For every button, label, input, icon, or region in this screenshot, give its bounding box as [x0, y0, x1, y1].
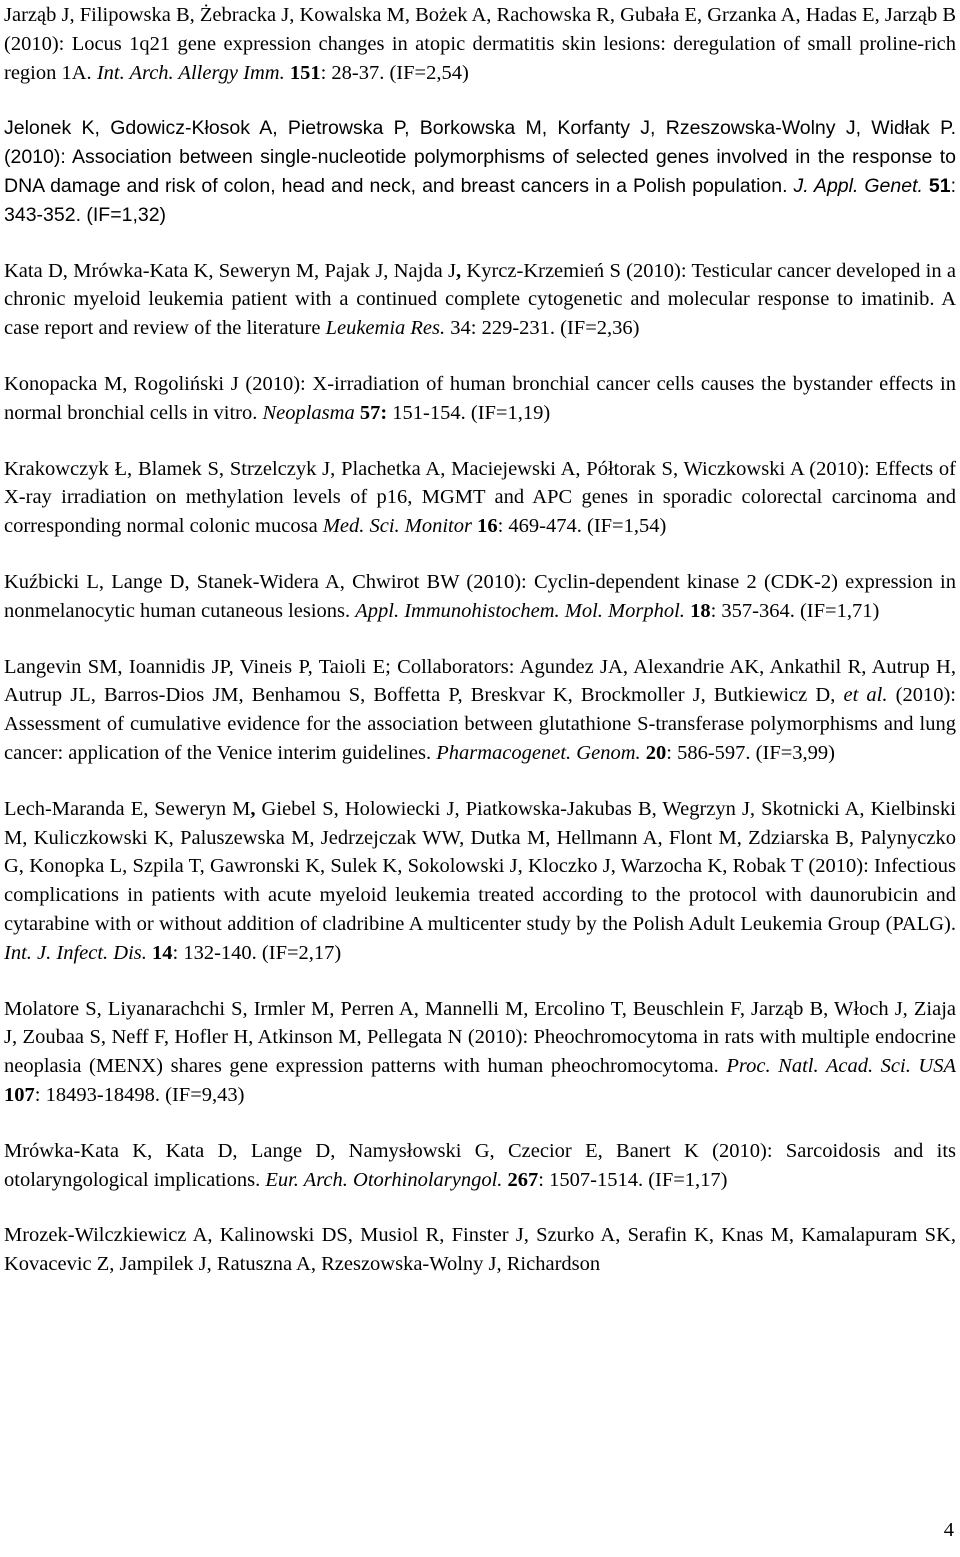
reference-authors-title: Kyrcz-Krzemień S (2010): Testicular cancer developed in a chronic myeloid leukemia patient with a continued complete cytogenetic and molecular response to imatinib. A case report and review of the literature [4, 259, 956, 340]
reference-list [4, 0, 956, 1306]
reference-kuzbicki [4, 568, 956, 626]
reference-authors: Konopacka M, Rogoliński J (2010): X-irradiation of human bronchial cancer cells causes the bystander effects in normal bronchial cells in vitro. [4, 372, 956, 424]
reference-journal: Int. J. Infect. Dis. [4, 941, 147, 964]
reference-krakowczyk [4, 455, 956, 541]
reference-authors: Molatore S, Liyanarachchi S, Irmler M, Perren A, Mannelli M, Ercolino T, Beuschlein F, Jarząb B, Włoch J, Ziaja J, Zoubaa S, Neff F, Hofler H, Atkinson M, Pellegata N (2010): Pheochromocytoma in rats with multiple endocrine neoplasia (MENX) shares gene expression patterns with human pheochromocytoma. [4, 997, 956, 1078]
reference-pages: 151-154. (IF=1,19) [387, 401, 551, 424]
reference-pages: : 132-140. (IF=2,17) [172, 941, 342, 964]
reference-volume: 18 [684, 599, 711, 622]
reference-volume: 20 [640, 741, 667, 764]
reference-etal: et al. [843, 684, 888, 707]
reference-authors-comma: , [250, 797, 256, 820]
reference-jarzab [4, 1, 956, 87]
reference-volume: 107 [4, 1083, 35, 1106]
reference-kata [4, 257, 956, 343]
reference-journal: Appl. Immunohistochem. Mol. Morphol. [355, 599, 685, 622]
reference-pages: : 357-364. (IF=1,71) [710, 599, 880, 622]
reference-jelonek [4, 114, 956, 229]
reference-title: (2010): Association between single-nucleotide polymorphisms of selected genes involved in the response to DNA damage and risk of colon, head and neck, and breast cancers in a Polish population. [4, 146, 956, 197]
reference-pages: : 1507-1514. (IF=1,17) [538, 1168, 728, 1191]
reference-authors: Mrozek-Wilczkiewicz A, Kalinowski DS, Musiol R, Finster J, Szurko A, Serafin K, Knas M, Kamalapuram SK, Kovacevic Z, Jampilek J, Ratuszna A, Rzeszowska-Wolny J, Richardson [4, 1224, 956, 1276]
reference-authors: Langevin SM, Ioannidis JP, Vineis P, Taioli E; Collaborators: Agundez JA, Alexandrie AK, Ankathil R, Autrup H, Autrup JL, Barros-Dios JM, Benhamou S, Boffetta P, Breskvar K, Brockmoller J, Butkiewicz D, [4, 655, 956, 707]
reference-pages: : 469-474. (IF=1,54) [497, 515, 667, 538]
reference-mrozek-wilczkiewicz [4, 1221, 956, 1279]
reference-pages: 34: 229-231. (IF=2,36) [445, 317, 640, 340]
reference-authors: Krakowczyk Ł, Blamek S, Strzelczyk J, Plachetka A, Maciejewski A, Półtorak S, Wiczkowski A (2010): Effects of X-ray irradiation on methylation levels of p16, MGMT and APC genes in sporadic colorectal carcinoma and corresponding normal colonic mucosa [4, 457, 956, 538]
reference-volume: 267 [502, 1168, 539, 1191]
reference-volume: 51 [922, 174, 951, 197]
reference-journal: Neoplasma [262, 401, 355, 424]
reference-konopacka [4, 370, 956, 428]
reference-authors: Kuźbicki L, Lange D, Stanek-Widera A, Chwirot BW (2010): Cyclin-dependent kinase 2 (CDK-2) expression in nonmelanocytic human cutaneous lesions. [4, 570, 956, 622]
reference-mrowka-kata [4, 1137, 956, 1195]
reference-volume: 151 [289, 61, 321, 84]
reference-authors: Kata D, Mrówka-Kata K, Seweryn M, Pajak J, Najda J [4, 259, 456, 282]
reference-authors-comma: , [455, 259, 462, 282]
reference-pages: : 586-597. (IF=3,99) [666, 741, 835, 764]
reference-molatore [4, 995, 956, 1110]
reference-journal: J. Appl. Genet. [787, 174, 923, 197]
reference-journal: Int. Arch. Allergy Imm. [96, 61, 285, 84]
reference-authors: Lech-Maranda E, Seweryn M [4, 797, 251, 820]
reference-pages: : 18493-18498. (IF=9,43) [34, 1083, 245, 1106]
reference-journal: Leukemia Res. [325, 317, 446, 340]
reference-authors: Mrówka-Kata K, Kata D, Lange D, Namysłowski G, Czecior E, Banert K (2010): Sarcoidosis and its otolaryngological implications. [4, 1139, 956, 1191]
page-number: 4 [943, 1519, 954, 1541]
reference-authors-title: Giebel S, Holowiecki J, Piatkowska-Jakubas B, Wegrzyn J, Skotnicki A, Kielbinski M, Kuliczkowski K, Paluszewska M, Jedrzejczak WW, Dutka M, Hellmann A, Flont M, Zdziarska B, Palynyczko G, Konopka L, Szpila T, Gawronski K, Sulek K, Sokolowski J, Kloczko J, Warzocha K, Robak T (2010): Infectious complications in patients with acute myeloid leukemia treated according to the protocol with daunorubicin and cytarabine with or without addition of cladribine A multicenter study by the Polish Adult Leukemia Group (PALG). [4, 797, 956, 935]
reference-title: (2010): Assessment of cumulative evidence for the association between glutathione S-transferase polymorphisms and lung cancer: application of the Venice interim guidelines. [4, 684, 956, 764]
reference-journal: Med. Sci. Monitor [322, 515, 472, 538]
reference-authors: Jarząb J, Filipowska B, Żebracka J, Kowalska M, Bożek A, Rachowska R, Gubała E, Grzanka A, Hadas E, Jarząb B (2010): [4, 4, 956, 55]
reference-volume: 57: [354, 401, 388, 424]
reference-title: Locus 1q21 gene expression changes in atopic dermatitis skin lesions: deregulation of small proline-rich region 1A. [4, 32, 956, 84]
reference-pages: : 28-37. (IF=2,54) [320, 61, 469, 84]
reference-lech-maranda [4, 795, 956, 968]
reference-authors: Jelonek K, Gdowicz-Kłosok A, Pietrowska P, Borkowska M, Korfanty J, Rzeszowska-Wolny J, Widłak P. [4, 117, 956, 140]
reference-journal: Eur. Arch. Otorhinolaryngol. [265, 1168, 503, 1191]
reference-volume: 16 [471, 515, 498, 538]
reference-langevin [4, 653, 956, 768]
reference-journal: Proc. Natl. Acad. Sci. USA [726, 1055, 956, 1078]
reference-volume: 14 [146, 941, 173, 964]
reference-journal: Pharmacogenet. Genom. [436, 741, 641, 764]
reference-pages: : 343-352. (IF=1,32) [4, 174, 956, 226]
